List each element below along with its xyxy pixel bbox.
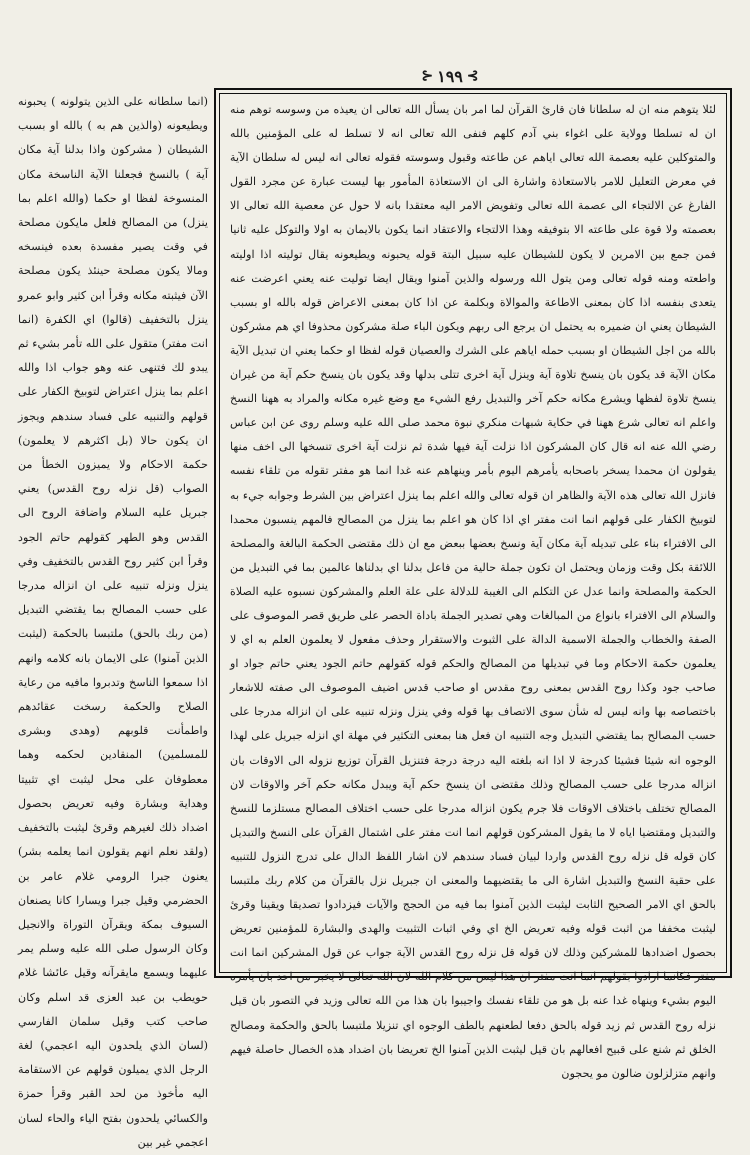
- main-text-frame: [214, 88, 732, 1080]
- main-commentary: [230, 98, 716, 1080]
- ornament-left: ⊱: [421, 68, 434, 84]
- ornament-right: ⊰: [466, 68, 479, 84]
- page-number: [405, 64, 495, 88]
- sidebar-commentary: [18, 90, 208, 1149]
- page-number-text: ١٩٩: [437, 66, 463, 86]
- main-text: لئلا يتوهم منه ان له سلطانا فان قارئ القرآن لما امر بان يسأل الله تعالى ان يعيذه من وسوسه توهم منه ان له تسلطا وولاية على اغواء بني آدم كلهم فنفى الله تعالى انه لا تسلط له على المؤمنين بالله والمتوكلين عليه بعصمة الله تعالى اياهم عن طاعته وقبول وسوسته فقوله تعالى انه ليس له سلطان الآية في معرض التعليل للامر بالاستعاذة واشارة الى ان الاستعاذة المأمور بها ليست عبارة عن مجرد القول الفارغ عن الالتجاء الى عصمة الله تعالى وتفويض الامر اليه معتقدا بانه لا حول عن معصية الله تعالى الا بعصمته ولا قوة على طاعته الا بتوفيقه وهذا الالتجاء والاعتقاد انما يكون بالايمان به اولا والتوكل عليه ثانيا فمن جمع بين الامرين لا يكون للشيطان عليه سبيل البتة قوله يحبونه ويطيعونه يقال توليته اذا اوليته واطعته ومنه قوله تعالى ومن يتول الله ورسوله والذين آمنوا ويقال ايضا توليت عنه يعني اعرضت عنه يتعدى بنفسه اذا كان بمعنى الاطاعة والموالاة وبكلمة عن اذا كان بمعنى الاعراض قوله بالله او بسبب الشيطان يعني ان ضميره به يحتمل ان يرجع الى ربهم ويكون الباء صلة مشركون محذوفا اي هم مشركون بالله من اجل الشيطان او بسبب حمله اياهم على الشرك والعصيان قوله لفظا او حكما يعني ان تبديل الآية مكان الآية قد يكون بان ينسخ تلاوة آية وينزل آية اخرى تتلى بدلها وقد يكون بان ينسخ حكم آية من غيران ينسخ تلاوة لفظها ويشرع مكانه حكم آخر والتبديل رفع الشيء مع وضع غيره مكانه والمراد به ههنا النسخ واعلم انه تعالى شرع ههنا في حكاية شبهات منكري نبوة محمد صلى الله عليه وسلم روى عن ابن عباس رضي الله عنه انه قال كان المشركون اذا نزلت آية فيها شدة ثم نزلت آية اخرى تنسخها الى اخف منها يقولون ان محمدا يسخر باصحابه يأمرهم اليوم بأمر وينهاهم عنه غدا انما هو مفتر تقوله من تلقاء نفسه فانزل الله تعالى هذه الآية والظاهر ان قوله تعالى والله اعلم بما ينزل اعتراض بين الشرط وجوابه جيء به لتوبيخ الكفار على قولهم انما انت مفتر اي اذا كان هو اعلم بما ينزل من المصالح فالمهم ينسبون محمدا الى الافتراء بناء على تبديله آية مكان آية ونسخ بعضها ببعض مع ان ذلك مقتضى الحكمة البالغة والمصلحة اللائقة بكل وقت وزمان ويحتمل ان تكون جملة حالية من فاعل بدلنا اي بدلناها عالمين بما في التبديل من الحكمة والمصلحة وانما عدل عن التكلم الى الغيبة للدلالة على علة العلم والمشركون نسبوه عليه الصلاة والسلام الى الافتراء بانواع من المبالغات وهي تصدير الجملة باداة الحصر على طريق قصر الموصوف على الصفة والخطاب والجملة الاسمية الدالة على الثبوت والاستقرار وحذف مفعول لا يعلمون العلم به اي لا يعلمون حكمة الاحكام وما في تبديلها من المصالح والحكم قوله كقولهم حاتم الجود يعني حاتم جواد او صاحب جود وكذا روح القدس بمعنى روح مقدس او صاحب قدس اضيف الموصوف الى صفته للاشعار باختصاصه بها وانه ليس له شأن سوى الاتصاف بها قوله وفي ينزل ونزله تنبيه على ان انزاله مدرجا على حسب المصالح بما يقتضي التبديل وجه التنبيه ان فعل هنا بمعنى التكثير في مهلة اي انزله جبريل على لهذا الوجوه انه شيئا فشيئا كدرجة لا اذا انه بلغته اليه درجة درجة فتنزيل القرآن توزيع نزوله الى الاوقات بان انزاله مدرجا على حسب المصالح وذلك مقتضى ان ينسخ حكم آية ويبدل مكانه حكم آخر والاوقات لان المصالح تختلف باختلاف الاوقات فلا جرم يكون انزاله مدرجا على حسب اختلاف المصالح مستلزما للنسخ والتبديل ومقتضيا اياه لا ما يقول المشركون قولهم انما انت مفتر على اشتمال القرآن على النسخ والتبديل كان قوله قل نزله روح القدس واردا لبيان فساد سندهم لان اشار اللفظ الدال على تدرج النزول للتنبيه على حقية النسخ والتبديل اشارة الى ما يقتضيهما والمعنى ان جبريل نزل بالقرآن من كلام ربك ملتبسا بالحق اي الامر الصحيح الثابت ليثبت الذين آمنوا بما فيه من الحجج والآيات فيزدادوا تصديقا ويقينا وقرئ ليثبت مخففا من اثبت قوله وفيه تعريض الخ اي وفي اثبات التثبيت والهدى والبشارة للمؤمنين تعريض بحصول اضدادها للمشركين وذلك لان قوله قل نزله روح القدس الآية جواب عن قول المشركين انما انت مفتر فكانما ارادوا بقولهم انما انت مفتر ان هذا ليس من كلام الله لان الله تعالى لا يخبر من احد بان يأمره اليوم بشيء وينهاه غدا عنه بل هو من تلقاء نفسك واجيبوا بان هذا من الله تعالى وزيد في التصور بان قيل نزله روح القدس ثم زيد قوله بالحق دفعا لطعنهم بالطف الوجوه اي تنزيلا ملتبسا بالحق والحكمة ومصالح الخلق ثم شنع على قبيح افعالهم بان قيل ليثبت الذين آمنوا الخ تعريضا بان اضداد هذه الخصال حاصلة فيهم وانهم متزلزلون ضالون مو يحجون: [230, 103, 716, 1080]
- sidebar-text: (انما سلطانه على الذين يتولونه ) يحبونه ويطيعونه (والذين هم به ) بالله او بسبب الشيطان ( مشركون واذا بدلنا آية مكان آية ) بالنسخ فجعلنا الآية الناسخة مكان المنسوخة لفظا او حكما (والله اعلم بما ينزل) من المصالح فلعل مايكون مصلحة في وقت يصير مفسدة بعده فينسخه ومالا يكون مصلحة حينئذ يكون مصلحة الآن فيثبته مكانه وقرأ ابن كثير وابو عمرو ينزل بالتخفيف (قالوا) اي الكفرة (انما انت مفتر) متقول على الله تأمر بشيء ثم يبدو لك فتنهى عنه وهو جواب اذا والله اعلم بما ينزل اعتراض لتوبيخ الكفار على قولهم والتنبيه على فساد سندهم ويجوز ان يكون حالا (بل اكثرهم لا يعلمون) حكمة الاحكام ولا يميزون الخطأ من الصواب (قل نزله روح القدس) يعني جبريل عليه السلام واضافة الروح الى القدس وهو الطهر كقولهم حاتم الجود وقرأ ابن كثير روح القدس بالتخفيف وفي ينزل ونزله تنبيه على ان انزاله مدرجا على حسب المصالح بما يقتضي التبديل (من ربك بالحق) ملتبسا بالحكمة (ليثبت الذين آمنوا) على الايمان بانه كلامه وانهم اذا سمعوا الناسخ وتدبروا مافيه من رعاية الصلاح والحكمة رسخت عقائدهم واطمأنت قلوبهم (وهدى وبشرى للمسلمين) المنقادين لحكمه وهما معطوفان على محل ليثبت اي تثبيتا وهداية وبشارة وفيه تعريض بحصول اضداد ذلك لغيرهم وقرئ ليثبت بالتخفيف (ولقد نعلم انهم يقولون انما يعلمه بشر) يعنون جبرا الرومي غلام عامر بن الحضرمي وقيل جبرا ويسارا كانا يصنعان السيوف بمكة ويقرآن التوراة والانجيل وكان الرسول صلى الله عليه وسلم يمر عليهما ويسمع مايقرآنه وقيل عائشا غلام حويطب بن عبد العزى قد اسلم وكان صاحب كتب وقيل سلمان الفارسي (لسان الذي يلحدون اليه اعجمي) لغة الرجل الذي يميلون قولهم عن الاستقامة اليه مأخوذ من لحد القبر وقرأ حمزة والكسائي يلحدون بفتح الياء والحاء لسان اعجمي غير بين: [18, 95, 208, 1149]
